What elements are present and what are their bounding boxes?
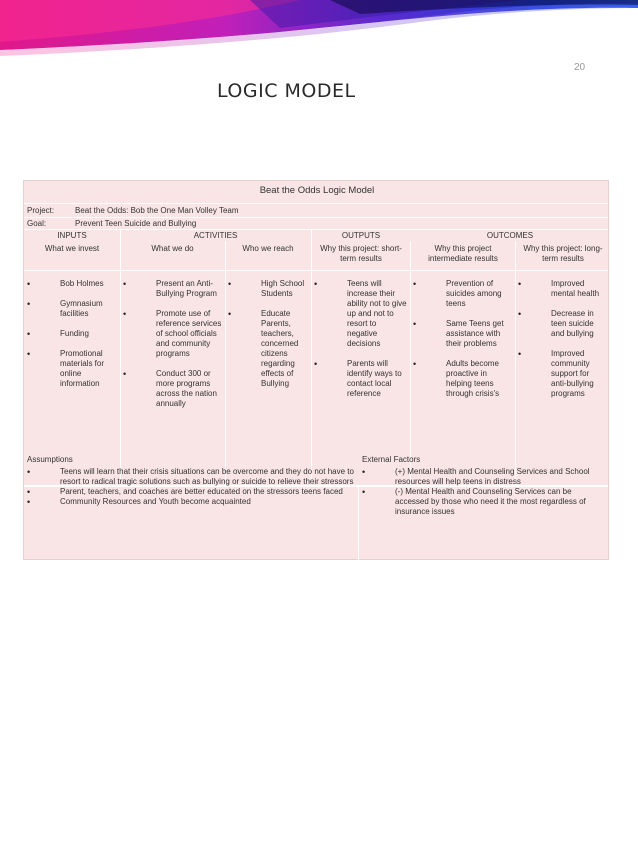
- column-header: What we invest: [44, 244, 100, 253]
- inputs-list: [60, 279, 116, 389]
- reach-list: [261, 279, 309, 389]
- long-term-list: [551, 279, 607, 399]
- grid-line: [120, 229, 121, 485]
- list-item: • Promotional materials for online information: [60, 349, 116, 389]
- grid-line: [225, 241, 226, 485]
- goal-value: Prevent Teen Suicide and Bullying: [75, 219, 197, 228]
- slide-number: 20: [574, 62, 586, 73]
- grid-line: [410, 241, 411, 485]
- grid-line: [24, 203, 608, 204]
- logic-model-table: [23, 180, 609, 560]
- list-item: • Educate Parents, teachers, concerned citizens regarding effects of Bullying: [261, 309, 309, 389]
- list-item: • (+) Mental Health and Counseling Services and School resources will help teens in distress: [395, 467, 605, 487]
- list-item: • Community Resources and Youth become acquainted: [60, 497, 354, 507]
- grid-line: [515, 241, 516, 485]
- grid-line: [311, 229, 312, 485]
- group-outcomes: OUTCOMES: [486, 231, 534, 240]
- column-header: What we do: [151, 244, 194, 253]
- group-inputs: INPUTS: [57, 231, 87, 240]
- list-item: • Parents will identify ways to contact local reference: [347, 359, 407, 399]
- column-header: Who we reach: [242, 244, 294, 253]
- list-item: • Same Teens get assistance with their problems: [446, 319, 512, 349]
- list-item: • Improved mental health: [551, 279, 607, 299]
- column-header: Why this project intermediate results: [428, 244, 498, 263]
- list-item: • Conduct 300 or more programs across the nation annually: [156, 369, 222, 409]
- list-item: • Promote use of reference services of school officials and community programs: [156, 309, 222, 359]
- intermediate-list: [446, 279, 512, 399]
- goal-label: Goal:: [27, 219, 47, 228]
- list-item: • Adults become proactive in helping teens through crisis's: [446, 359, 512, 399]
- external-factors-list: [395, 467, 605, 517]
- list-item: • Teens will increase their ability not to give up and not to resort to negative decisions: [347, 279, 407, 349]
- grid-line: [24, 270, 608, 271]
- grid-line: [358, 487, 359, 561]
- assumptions-list: [60, 467, 354, 507]
- activities-list: [156, 279, 222, 409]
- list-item: • (-) Mental Health and Counseling Services can be accessed by those who need it the most regardless of insurance issues: [395, 487, 605, 517]
- column-header: Why this project: short-term results: [320, 244, 402, 263]
- list-item: • Present an Anti-Bullying Program: [156, 279, 222, 299]
- list-item: • Prevention of suicides among teens: [446, 279, 512, 309]
- external-factors-label: External Factors: [362, 455, 421, 464]
- short-term-list: [347, 279, 407, 399]
- grid-line: [24, 217, 608, 218]
- list-item: • Improved community support for anti-bullying programs: [551, 349, 607, 399]
- list-item: • Teens will learn that their crisis situations can be overcome and they do not have to resort to radical tragic solutions such as bullying or suicide to relieve their stressors: [60, 467, 354, 487]
- slide-title: LOGIC MODEL: [217, 80, 356, 102]
- decorative-banner: [0, 0, 638, 60]
- list-item: • Parent, teachers, and coaches are better educated on the stressors teens faced: [60, 487, 354, 497]
- grid-line: [24, 229, 608, 230]
- project-label: Project:: [27, 206, 55, 215]
- list-item: • Decrease in teen suicide and bullying: [551, 309, 607, 339]
- model-title: Beat the Odds Logic Model: [259, 185, 375, 196]
- list-item: • High School Students: [261, 279, 309, 299]
- project-value: Beat the Odds: Bob the One Man Volley Team: [75, 206, 239, 215]
- assumptions-label: Assumptions: [27, 455, 73, 464]
- group-activities: ACTIVITIES: [193, 231, 238, 240]
- list-item: • Bob Holmes: [60, 279, 116, 289]
- list-item: • Funding: [60, 329, 116, 339]
- list-item: • Gymnasium facilities: [60, 299, 116, 319]
- group-outputs: OUTPUTS: [341, 231, 381, 240]
- column-header: Why this project: long-term results: [523, 244, 603, 263]
